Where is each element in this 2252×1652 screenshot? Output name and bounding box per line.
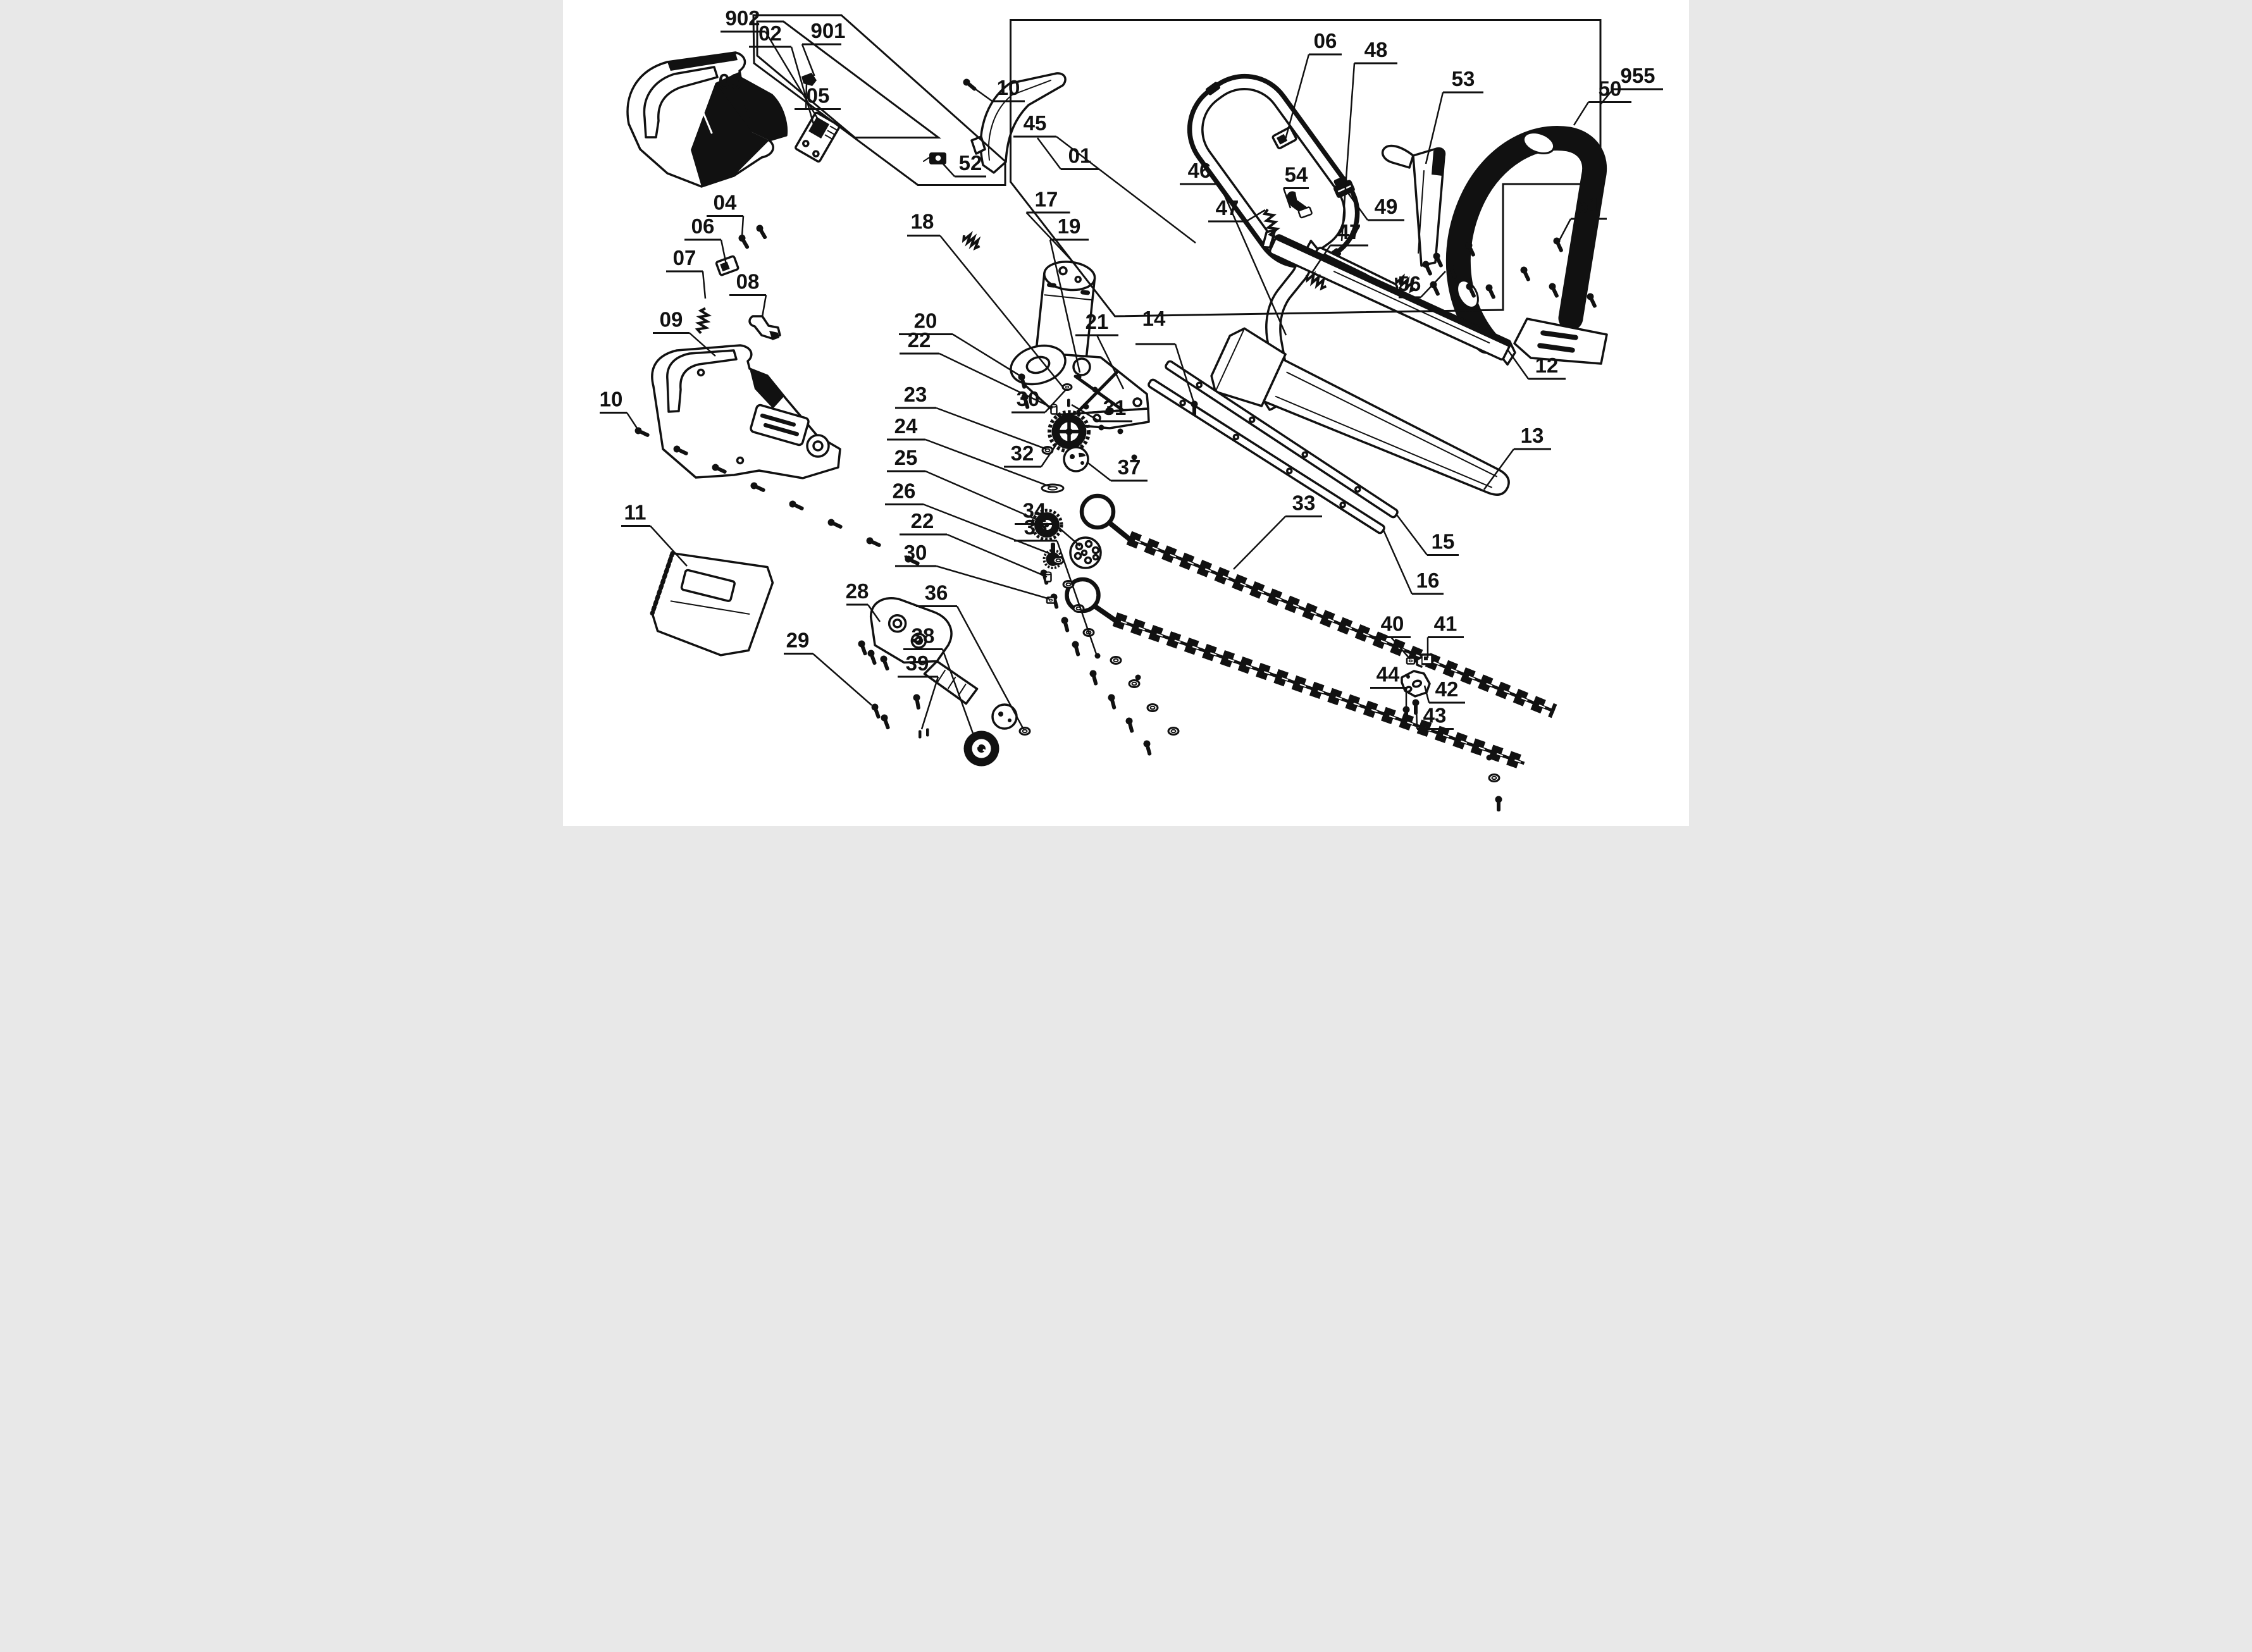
part-08-trigger-latch (750, 316, 780, 340)
part-number: 901 (810, 19, 846, 42)
part-number: 48 (1364, 38, 1388, 61)
part-label-15 (1397, 515, 1459, 555)
part-number: 28 (845, 579, 869, 603)
fastener-washer (1148, 705, 1158, 712)
part-12-blade-guard (1258, 227, 1519, 366)
part-number: 45 (1023, 111, 1047, 135)
part-33-blade-upper (1082, 496, 1554, 712)
part-06-switch-block-left (716, 256, 739, 276)
part-label-32 (1004, 441, 1057, 467)
fastener-screw (1107, 693, 1118, 710)
part-number: 10 (996, 76, 1020, 99)
fastener-screw (1142, 739, 1153, 756)
fastener-screw (750, 481, 767, 494)
exploded-diagram-canvas (563, 0, 1689, 826)
leader-line (1416, 706, 1417, 729)
fastener-screw (1548, 282, 1561, 299)
part-number: 06 (1313, 29, 1337, 52)
leader-line (742, 216, 743, 237)
part-number: 955 (1620, 64, 1655, 87)
leader-line (953, 335, 1021, 377)
part-number: 06 (691, 214, 715, 238)
fastener-screw (1495, 796, 1502, 812)
part-number: 18 (910, 209, 934, 233)
leader-line (957, 607, 1024, 730)
part-number: 30 (1016, 387, 1040, 410)
part-38-bearing-ring (964, 731, 999, 767)
part-09-motor-housing-bottom (652, 345, 840, 478)
part-number: 22 (910, 509, 934, 533)
part-label-30 (895, 541, 1049, 599)
coil-spring (962, 232, 982, 250)
part-label-08 (729, 270, 766, 317)
leader-line (941, 162, 955, 176)
part-number: 23 (903, 383, 927, 406)
part-11-base-tray (647, 543, 776, 663)
part-number: 08 (736, 269, 760, 293)
fastener-ball (1092, 387, 1098, 393)
part-label-06 (1285, 29, 1342, 139)
part-number: 09 (659, 307, 683, 331)
part-number: 51 (1576, 194, 1600, 217)
fastener-screw (880, 713, 892, 730)
fastener-ball (1076, 374, 1082, 380)
part-number: 44 (1376, 662, 1400, 686)
fastener-pin (1067, 399, 1070, 407)
fastener-ring (1063, 385, 1072, 390)
leader-line (1088, 463, 1111, 481)
fastener-screw (857, 639, 869, 656)
fastener-screw (870, 703, 882, 720)
leader-line (703, 271, 705, 299)
part-number: 10 (599, 387, 623, 411)
fastener-ball (1099, 425, 1104, 431)
fastener-screw (865, 536, 882, 549)
part-number: 32 (1010, 441, 1034, 465)
part-label-12 (1508, 350, 1566, 379)
part-label-901 (802, 19, 846, 76)
part-label-29 (784, 629, 872, 706)
leader-line (1037, 138, 1061, 170)
part-number: 14 (1142, 307, 1166, 330)
part-label-07 (666, 246, 705, 299)
diagram-page (563, 0, 1689, 826)
part-number: 40 (1380, 612, 1404, 636)
part-number: 31 (1103, 396, 1127, 419)
leader-line (1397, 515, 1427, 555)
fastener-washer (1489, 775, 1499, 782)
part-06-switch-block-top (1272, 127, 1297, 149)
fastener-washer (1168, 728, 1179, 735)
part-label-10 (968, 76, 1025, 101)
part-number: 07 (672, 246, 696, 269)
part-number: 43 (1423, 703, 1447, 727)
part-number: 53 (1451, 67, 1475, 90)
part-label-45 (1013, 111, 1196, 243)
part-label-33 (1234, 491, 1322, 570)
part-number: 12 (1535, 354, 1559, 377)
part-number: 34 (1022, 498, 1046, 522)
fastener-screw (788, 500, 805, 512)
leader-line (762, 295, 766, 317)
fastener-pin (926, 729, 929, 737)
part-label-52 (941, 151, 986, 176)
leader-line (922, 677, 938, 729)
part-number: 16 (1416, 569, 1440, 592)
callout-boxes-layer (753, 15, 1600, 316)
leader-line (1559, 219, 1571, 240)
fastener-screw (737, 233, 751, 250)
part-number: 52 (958, 151, 982, 175)
part-number: 902 (725, 6, 760, 30)
part-number: 56 (1397, 272, 1421, 295)
part-37-cam-disc (1064, 447, 1088, 471)
part-number: 29 (786, 628, 810, 652)
fastener-screw (1125, 717, 1135, 734)
coil-spring (697, 307, 710, 334)
fastener-washer (1111, 657, 1121, 664)
part-number: 50 (1598, 77, 1622, 101)
part-number: 03 (718, 70, 742, 93)
leader-line (1574, 102, 1588, 126)
fastener-screw (867, 649, 879, 666)
part-number: 20 (913, 309, 937, 333)
part-number: 35 (1024, 515, 1048, 539)
part-number: 25 (894, 446, 918, 469)
part-label-37 (1088, 455, 1148, 481)
part-label-10 (600, 388, 638, 431)
fastener-screw (879, 655, 891, 672)
part-number: 49 (1374, 195, 1398, 218)
part-label-41 (1428, 612, 1464, 658)
fastener-pin (919, 730, 922, 739)
fastener-washer (1129, 681, 1139, 687)
part-number: 13 (1520, 424, 1544, 447)
fastener-screw (1089, 669, 1099, 686)
part-number: 36 (924, 581, 948, 605)
part-number: 39 (905, 651, 929, 675)
fastener-ball (1487, 755, 1492, 761)
leader-line (968, 84, 993, 101)
fastener-screw (1586, 292, 1599, 309)
fastener-screw (1485, 283, 1497, 300)
part-number: 04 (713, 190, 737, 214)
fastener-washer (1053, 557, 1063, 564)
part-number: 22 (907, 328, 931, 352)
part-label-01 (1037, 138, 1099, 170)
part-label-44 (1370, 663, 1406, 708)
fastener-ball (1118, 429, 1123, 435)
leader-line (1234, 517, 1285, 570)
part-number: 41 (1433, 612, 1457, 636)
fastener-screw (913, 694, 922, 710)
part-label-42 (1425, 677, 1465, 703)
part-number: 37 (1117, 455, 1141, 479)
leader-line (1342, 63, 1354, 241)
part-label-05 (795, 83, 841, 109)
fastener-screw (1552, 237, 1565, 254)
fastener-screw (1519, 266, 1532, 283)
fastener-screw (1071, 640, 1082, 657)
leader-line (1421, 271, 1445, 297)
part-number: 38 (911, 624, 935, 648)
fastener-flatring (1042, 484, 1063, 492)
part-number: 42 (1435, 677, 1459, 701)
part-number: 11 (624, 500, 647, 524)
part-number: 21 (1085, 310, 1109, 333)
part-number: 15 (1431, 529, 1455, 553)
part-03-motor-housing-top (628, 52, 786, 187)
fastener-washer (1020, 728, 1030, 735)
leader-line (1508, 350, 1528, 379)
part-number: 26 (892, 479, 916, 503)
leader-line (1246, 210, 1265, 221)
part-number: 33 (1292, 491, 1316, 515)
leader-line (627, 413, 638, 431)
part-number: 17 (1034, 187, 1058, 211)
part-number: 30 (903, 541, 927, 564)
part-label-28 (846, 579, 880, 622)
leader-line (1383, 530, 1412, 594)
fastener-nut (1407, 658, 1414, 664)
part-number: 01 (1068, 144, 1092, 168)
fastener-ball (1135, 675, 1141, 681)
fastener-screw (827, 518, 844, 531)
part-number: 47 (1337, 220, 1361, 243)
fastener-ball (1084, 404, 1089, 410)
part-number: 46 (1187, 159, 1211, 182)
part-number: 47 (1215, 196, 1239, 219)
fastener-screw (755, 223, 769, 240)
part-number: 19 (1057, 214, 1081, 238)
leader-line (802, 44, 815, 76)
part-number: 24 (894, 414, 918, 438)
part-number: 02 (758, 22, 782, 45)
part-number: 54 (1284, 163, 1308, 187)
part-number: 05 (806, 83, 830, 108)
part-label-11 (621, 501, 687, 567)
leader-line (813, 654, 872, 706)
fastener-screw (1060, 616, 1071, 633)
